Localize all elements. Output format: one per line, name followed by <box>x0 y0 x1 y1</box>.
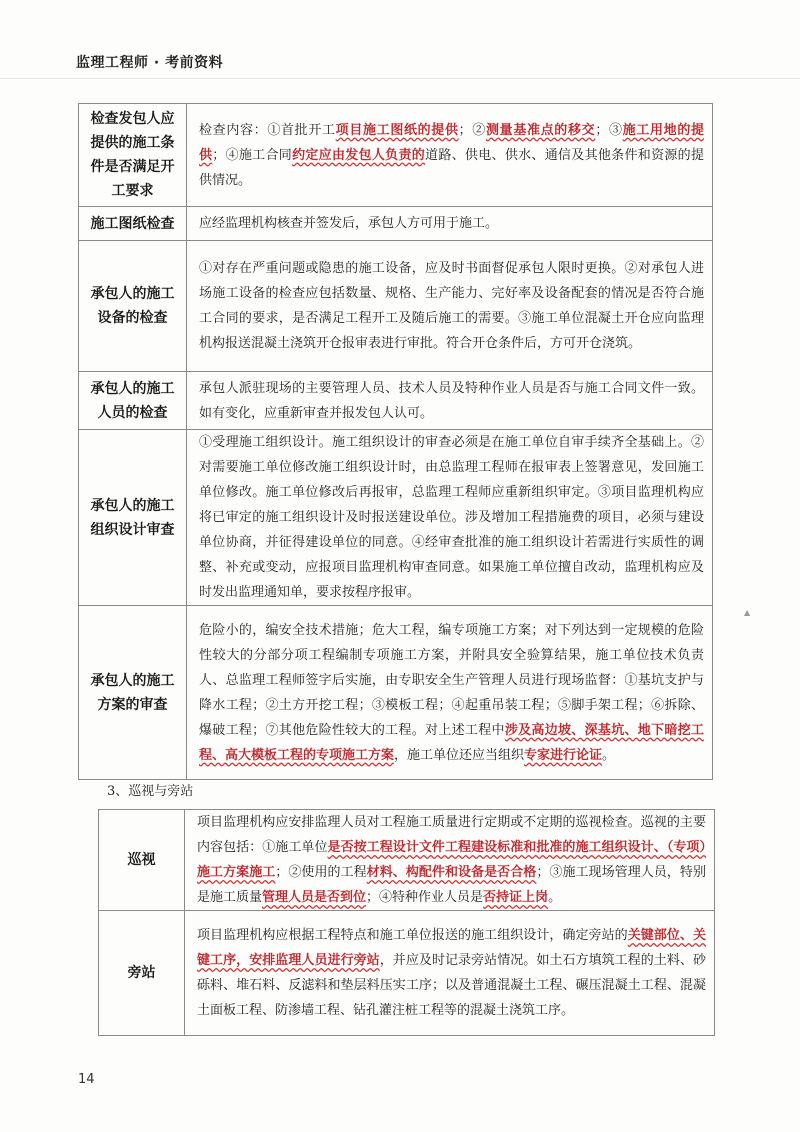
text-segment: ；③ <box>595 122 623 138</box>
row-content <box>187 207 713 241</box>
highlighted-text: 测量基准点的移交 <box>485 122 596 138</box>
text-segment: ；③施工现场管理人员，特别是施工质量 <box>197 865 706 905</box>
highlighted-text: 约定应由发包人负责的 <box>292 147 426 163</box>
header-divider <box>0 78 800 79</box>
highlighted-text: 管理人员是否到位 <box>262 890 367 905</box>
table-row <box>79 372 713 430</box>
page-header: 监理工程师 · 考前资料 <box>76 55 224 71</box>
text-segment: ；②使用的工程 <box>275 865 367 880</box>
text-segment: ；④施工合同 <box>212 147 293 163</box>
row-label: 施工图纸检查 <box>79 207 187 241</box>
row-label: 承包人的施工人员的检查 <box>79 372 187 430</box>
text-segment: 项目监理机构应安排监理人员对工程施工质量进行定期或不定期的巡视检查。巡视的主要内容包括：①施工单位 <box>197 815 706 855</box>
row-content <box>187 241 713 372</box>
row-content <box>185 810 715 911</box>
row-content <box>187 606 713 780</box>
text-segment: 应经监理机构核查并签发后，承包人方可用于施工。 <box>199 216 499 231</box>
text-segment: 项目监理机构应根据工程特点和施工单位报送的施工组织设计，确定旁站的 <box>197 928 628 943</box>
row-content <box>187 372 713 430</box>
highlighted-text: 是否按工程设计文件工程建设标准和批准的施工组织设计、（专项）施工方案施工 <box>197 840 706 880</box>
text-segment: ，施工单位还应当组织 <box>394 747 525 763</box>
text-segment: ①对存在严重问题或隐患的施工设备，应及时书面督促承包人限时更换。②对承包人进场施工设备的检查应包括数量、规格、生产能力、完好率及设备配套的情况是否符合施工合同的要求，是否满足工程开工及随后施工的需要。③施工单位混凝土开仓应向监理机构报送混凝土浇筑开仓报审表进行审批。符合开仓条件后，方可开仓浇筑。 <box>199 261 704 351</box>
text-segment: 承包人派驻现场的主要管理人员、技术人员及特种作业人员是否与施工合同文件一致。如有变化，应重新审查并报发包人认可。 <box>199 380 704 421</box>
page-number: 14 <box>78 1072 95 1087</box>
text-segment: 检查内容：①首批开工 <box>199 122 336 138</box>
text-segment: ；④特种作业人员是 <box>366 890 484 905</box>
highlighted-text: 施工用地的提供 <box>199 122 704 163</box>
table-row <box>79 606 713 780</box>
row-content <box>187 430 713 606</box>
row-label: 巡视 <box>99 810 185 911</box>
table-row <box>79 104 713 207</box>
table-row <box>79 241 713 372</box>
scan-mark: ▲ <box>744 608 751 617</box>
highlighted-text: 涉及高边坡、深基坑、地下暗挖工程、高大模板工程的专项施工方案 <box>199 722 704 763</box>
table-row <box>79 207 713 241</box>
text-segment: ；② <box>458 122 486 138</box>
row-label: 承包人的施工方案的审查 <box>79 606 187 780</box>
highlighted-text: 否持证上岗 <box>483 890 549 905</box>
row-content <box>187 104 713 207</box>
text-segment: 道路、供电、供水、通信及其他条件和资源的提供情况。 <box>199 147 704 188</box>
text-segment: ①受理施工组织设计。施工组织设计的审查必须是在施工单位自审手续齐全基础上。②对需要施工单位修改施工组织设计时，由总监理工程师在报审表上签署意见，发回施工单位修改。施工单位修改后再报审，总监理工程师应重新组织审定。③项目监理机构应将已审定的施工组织设计及时报送建设单位。涉及增加工程措施费的项目，必须与建设单位协商，并征得建设单位的同意。④经审查批准的施工组织设计若需进行实质性的调整、补充或变动，应报项目监理机构审查同意。如果施工单位擅自改动，监理机构应及时发出监理通知单，要求按程序报审。 <box>199 435 704 600</box>
highlighted-text: 专家进行论证 <box>524 747 603 763</box>
section-title: 3、巡视与旁站 <box>107 784 194 799</box>
highlighted-text: 材料、构配件和设备是否合格 <box>366 865 537 880</box>
row-label: 检查发包人应提供的施工条件是否满足开工要求 <box>79 104 187 207</box>
row-content <box>185 911 715 1036</box>
text-segment: 对上述工程中 <box>425 722 505 738</box>
text-segment: 。 <box>602 747 616 763</box>
table-row <box>99 810 715 911</box>
patrol-table <box>98 809 715 1036</box>
text-segment: 危险小的，编安全技术措施；危大工程，编专项施工方案；对下列达到一定规模的危险性较大的分部分项工程编制专项施工方案，并附具安全验算结果，施工单位技术负责人、总监理工程师签字后实施，由专职安全生产管理人员进行现场监督：①基坑支护与降水工程；②土方开挖工程；③模板工程；④起重吊装工程；⑤脚手架工程；⑥拆除、爆破工程；⑦其他危险性较大的工程。 <box>199 622 704 738</box>
highlighted-text: 项目施工图纸的提供 <box>335 122 459 138</box>
row-label: 承包人的施工设备的检查 <box>79 241 187 372</box>
highlighted-text: 关键部位、关键工序，安排监理人员进行旁站 <box>197 928 706 968</box>
row-label: 旁站 <box>99 911 185 1036</box>
text-segment: 。 <box>548 890 562 905</box>
table-row <box>99 911 715 1036</box>
inspection-table <box>78 103 713 780</box>
text-segment: ，并应及时记录旁站情况。如土石方填筑工程的土料、砂砾料、堆石料、反滤料和垫层料压实工序；以及普通混凝土工程、碾压混凝土工程、混凝土面板工程、防渗墙工程、钻孔灌注桩工程等的混凝土浇筑工序。 <box>197 953 706 1018</box>
table-row <box>79 430 713 606</box>
row-label: 承包人的施工组织设计审查 <box>79 430 187 606</box>
